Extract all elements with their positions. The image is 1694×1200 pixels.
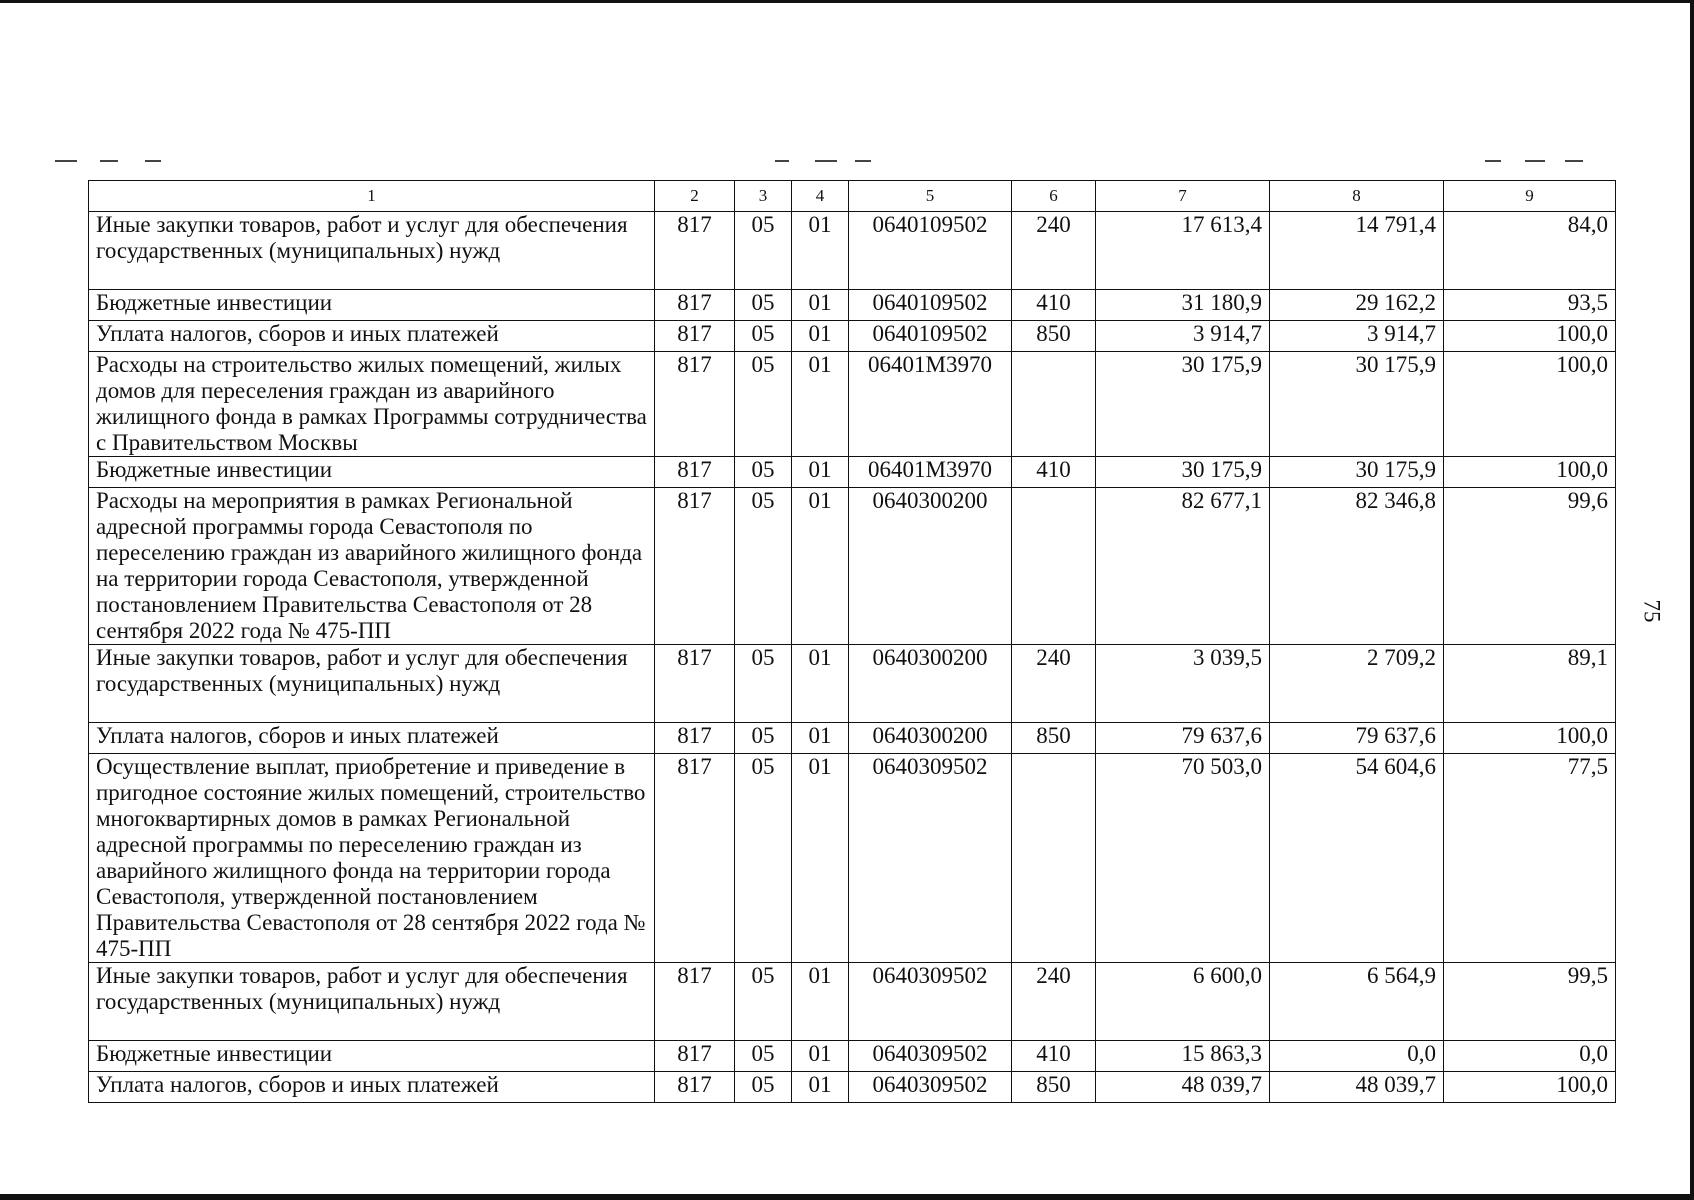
row-expense-type: [1012, 754, 1096, 963]
row-actual-amount: 30 175,9: [1270, 457, 1444, 488]
row-actual-amount: 3 914,7: [1270, 321, 1444, 352]
row-subsection-code: 01: [792, 645, 849, 723]
row-execution-percent: 0,0: [1444, 1041, 1616, 1072]
row-grbs-code: 817: [655, 723, 735, 754]
row-grbs-code: 817: [655, 457, 735, 488]
row-section-code: 05: [735, 212, 792, 290]
row-subsection-code: 01: [792, 488, 849, 645]
row-description: Расходы на строительство жилых помещений, жилых домов для переселения граждан из аварийного жилищного фонда в рамках Программы сотрудничества с Правительством Москвы: [89, 352, 655, 457]
header-cell: 3: [735, 181, 792, 212]
header-row: [89, 181, 1616, 212]
table-row: [89, 963, 1616, 1041]
table-row: [89, 645, 1616, 723]
row-plan-amount: 6 600,0: [1096, 963, 1270, 1041]
row-description: Иные закупки товаров, работ и услуг для обеспечения государственных (муниципальных) нужд: [89, 963, 655, 1041]
row-section-code: 05: [735, 645, 792, 723]
row-actual-amount: 29 162,2: [1270, 290, 1444, 321]
table-row: [89, 1072, 1616, 1103]
scan-border-bottom: [0, 1194, 1694, 1200]
row-execution-percent: 84,0: [1444, 212, 1616, 290]
row-expense-type: 410: [1012, 1041, 1096, 1072]
row-description: Осуществление выплат, приобретение и приведение в пригодное состояние жилых помещений, строительство многоквартирных домов в рамках Региональной адресной программы по переселению граждан из аварийного жилищного фонда на территории города Севастополя, утвержденной постановлением Правительства Севастополя от 28 сентября 2022 года № 475-ПП: [89, 754, 655, 963]
row-execution-percent: 93,5: [1444, 290, 1616, 321]
row-actual-amount: 79 637,6: [1270, 723, 1444, 754]
row-grbs-code: 817: [655, 754, 735, 963]
row-section-code: 05: [735, 754, 792, 963]
row-section-code: 05: [735, 1041, 792, 1072]
row-subsection-code: 01: [792, 290, 849, 321]
row-subsection-code: 01: [792, 723, 849, 754]
row-description: Уплата налогов, сборов и иных платежей: [89, 321, 655, 352]
row-target-article: 0640109502: [849, 290, 1012, 321]
header-cell: 8: [1270, 181, 1444, 212]
row-actual-amount: 54 604,6: [1270, 754, 1444, 963]
row-grbs-code: 817: [655, 290, 735, 321]
header-cell: 7: [1096, 181, 1270, 212]
row-target-article: 0640109502: [849, 321, 1012, 352]
row-section-code: 05: [735, 290, 792, 321]
row-plan-amount: 30 175,9: [1096, 457, 1270, 488]
row-execution-percent: 99,6: [1444, 488, 1616, 645]
row-description: Расходы на мероприятия в рамках Региональной адресной программы города Севастополя по переселению граждан из аварийного жилищного фонда на территории города Севастополя, утвержденной постановлением Правительства Севастополя от 28 сентября 2022 года № 475-ПП: [89, 488, 655, 645]
row-execution-percent: 100,0: [1444, 1072, 1616, 1103]
row-description: Бюджетные инвестиции: [89, 290, 655, 321]
row-subsection-code: 01: [792, 457, 849, 488]
row-actual-amount: 6 564,9: [1270, 963, 1444, 1041]
row-plan-amount: 30 175,9: [1096, 352, 1270, 457]
row-execution-percent: 100,0: [1444, 723, 1616, 754]
row-description: Уплата налогов, сборов и иных платежей: [89, 723, 655, 754]
row-target-article: 0640300200: [849, 488, 1012, 645]
row-section-code: 05: [735, 963, 792, 1041]
row-expense-type: 850: [1012, 723, 1096, 754]
budget-table: [88, 180, 1616, 1103]
table-row: [89, 1041, 1616, 1072]
header-cell: 2: [655, 181, 735, 212]
row-expense-type: 410: [1012, 290, 1096, 321]
row-execution-percent: 100,0: [1444, 352, 1616, 457]
row-plan-amount: 15 863,3: [1096, 1041, 1270, 1072]
row-target-article: 0640309502: [849, 754, 1012, 963]
row-section-code: 05: [735, 457, 792, 488]
row-subsection-code: 01: [792, 1041, 849, 1072]
row-plan-amount: 3 039,5: [1096, 645, 1270, 723]
table-row: [89, 723, 1616, 754]
row-plan-amount: 48 039,7: [1096, 1072, 1270, 1103]
row-subsection-code: 01: [792, 754, 849, 963]
row-grbs-code: 817: [655, 352, 735, 457]
page-number: 75: [1639, 599, 1665, 623]
row-actual-amount: 14 791,4: [1270, 212, 1444, 290]
header-cell: 9: [1444, 181, 1616, 212]
row-actual-amount: 2 709,2: [1270, 645, 1444, 723]
scan-border-right: [1690, 0, 1694, 1200]
row-grbs-code: 817: [655, 212, 735, 290]
row-grbs-code: 817: [655, 645, 735, 723]
table-row: [89, 754, 1616, 963]
row-description: Бюджетные инвестиции: [89, 1041, 655, 1072]
row-subsection-code: 01: [792, 963, 849, 1041]
row-expense-type: 240: [1012, 963, 1096, 1041]
row-description: Уплата налогов, сборов и иных платежей: [89, 1072, 655, 1103]
row-execution-percent: 77,5: [1444, 754, 1616, 963]
row-execution-percent: 100,0: [1444, 321, 1616, 352]
row-section-code: 05: [735, 1072, 792, 1103]
row-actual-amount: 0,0: [1270, 1041, 1444, 1072]
row-target-article: 0640300200: [849, 723, 1012, 754]
row-subsection-code: 01: [792, 1072, 849, 1103]
row-grbs-code: 817: [655, 963, 735, 1041]
table-row: [89, 352, 1616, 457]
row-expense-type: 240: [1012, 212, 1096, 290]
row-actual-amount: 30 175,9: [1270, 352, 1444, 457]
header-cell: 6: [1012, 181, 1096, 212]
row-plan-amount: 17 613,4: [1096, 212, 1270, 290]
row-section-code: 05: [735, 488, 792, 645]
row-section-code: 05: [735, 723, 792, 754]
row-subsection-code: 01: [792, 321, 849, 352]
row-section-code: 05: [735, 352, 792, 457]
row-description: Иные закупки товаров, работ и услуг для обеспечения государственных (муниципальных) нужд: [89, 645, 655, 723]
row-target-article: 0640109502: [849, 212, 1012, 290]
row-target-article: 0640300200: [849, 645, 1012, 723]
row-subsection-code: 01: [792, 212, 849, 290]
row-target-article: 06401М3970: [849, 457, 1012, 488]
row-expense-type: 410: [1012, 457, 1096, 488]
row-target-article: 0640309502: [849, 963, 1012, 1041]
row-plan-amount: 3 914,7: [1096, 321, 1270, 352]
row-expense-type: 850: [1012, 321, 1096, 352]
row-description: Бюджетные инвестиции: [89, 457, 655, 488]
header-cell: 4: [792, 181, 849, 212]
row-expense-type: [1012, 488, 1096, 645]
header-cell: 1: [89, 181, 655, 212]
row-execution-percent: 99,5: [1444, 963, 1616, 1041]
table-row: [89, 488, 1616, 645]
row-grbs-code: 817: [655, 1072, 735, 1103]
table-row: [89, 457, 1616, 488]
row-grbs-code: 817: [655, 488, 735, 645]
row-expense-type: 240: [1012, 645, 1096, 723]
row-section-code: 05: [735, 321, 792, 352]
row-target-article: 06401М3970: [849, 352, 1012, 457]
scan-artifact-dashes: [55, 160, 1635, 164]
table-row: [89, 321, 1616, 352]
row-plan-amount: 70 503,0: [1096, 754, 1270, 963]
row-grbs-code: 817: [655, 1041, 735, 1072]
row-description: Иные закупки товаров, работ и услуг для обеспечения государственных (муниципальных) нужд: [89, 212, 655, 290]
row-actual-amount: 82 346,8: [1270, 488, 1444, 645]
scan-border-top: [0, 0, 1694, 3]
row-target-article: 0640309502: [849, 1041, 1012, 1072]
row-target-article: 0640309502: [849, 1072, 1012, 1103]
row-plan-amount: 31 180,9: [1096, 290, 1270, 321]
row-execution-percent: 100,0: [1444, 457, 1616, 488]
row-execution-percent: 89,1: [1444, 645, 1616, 723]
row-plan-amount: 79 637,6: [1096, 723, 1270, 754]
row-expense-type: [1012, 352, 1096, 457]
table-row: [89, 212, 1616, 290]
row-actual-amount: 48 039,7: [1270, 1072, 1444, 1103]
row-plan-amount: 82 677,1: [1096, 488, 1270, 645]
table-body: [89, 212, 1616, 1103]
row-subsection-code: 01: [792, 352, 849, 457]
row-grbs-code: 817: [655, 321, 735, 352]
header-cell: 5: [849, 181, 1012, 212]
table-row: [89, 290, 1616, 321]
row-expense-type: 850: [1012, 1072, 1096, 1103]
